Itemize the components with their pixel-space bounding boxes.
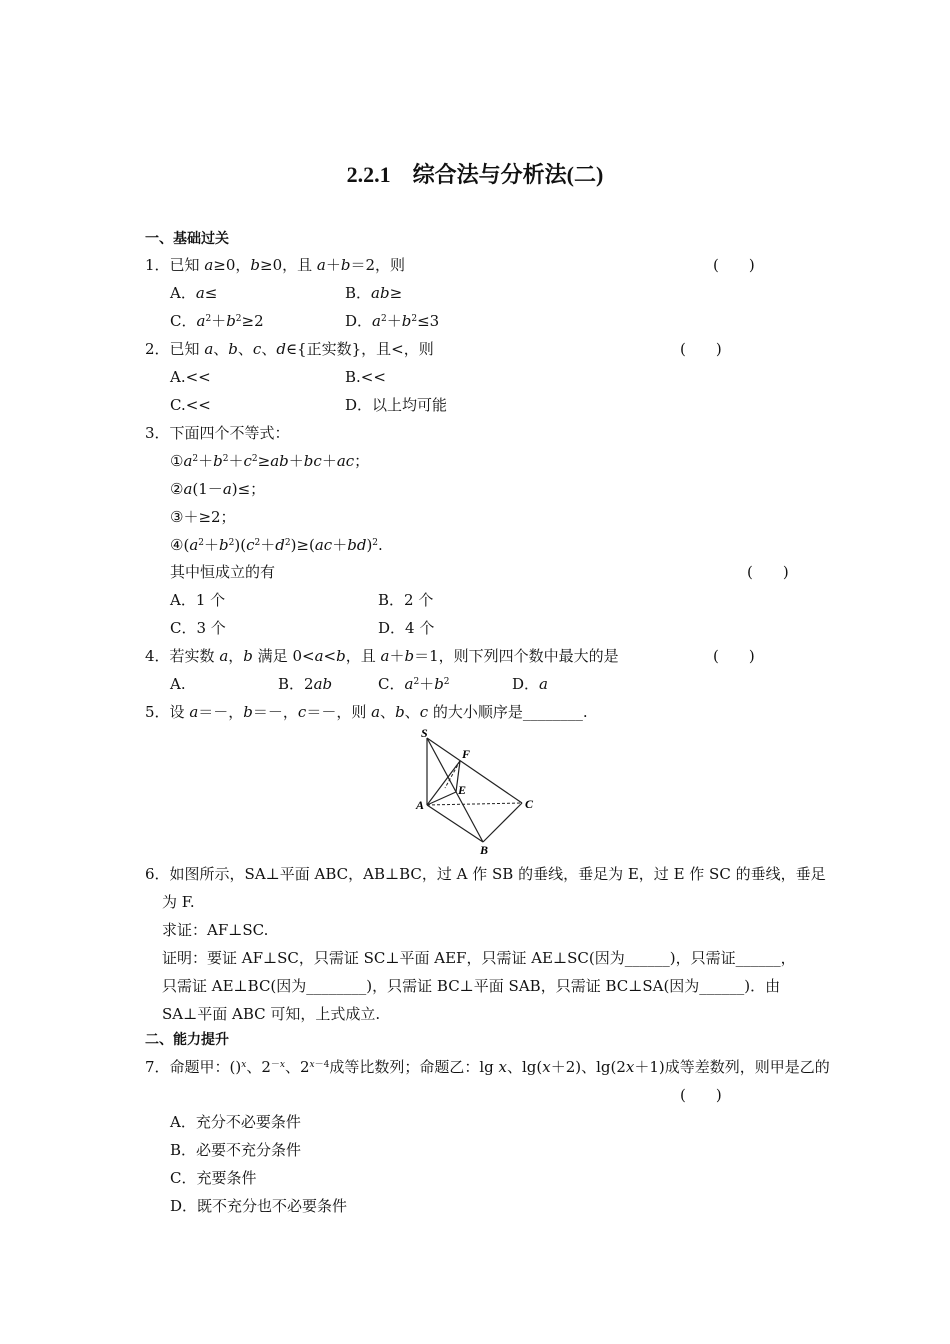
question-1-stem: 1．已知 a≥0，b≥0，且 a＋b＝2，则 bbox=[145, 256, 406, 274]
question-5-stem: 5．设 a＝－，b＝－，c＝－，则 a、b、c 的大小顺序是________. bbox=[145, 703, 588, 721]
edge-AB bbox=[427, 805, 483, 842]
question-3-stem: 3．下面四个不等式： bbox=[145, 424, 290, 442]
question-6-proof-3: SA⊥平面 ABC 可知，上式成立. bbox=[162, 1005, 381, 1023]
question-6-line-2: 为 F. bbox=[162, 893, 195, 911]
q1-option-d: D．$a^2+b^2\le 3$ bbox=[345, 312, 440, 330]
answer-paren-1: ( ) bbox=[713, 256, 755, 274]
edge-BC bbox=[483, 803, 522, 842]
q3-item-3: ③＋≥2； bbox=[170, 508, 236, 526]
question-2-stem: 2．已知 a、b、c、d∈{正实数}，且<，则 bbox=[145, 340, 434, 358]
section-heading-basic: 一、基础过关 bbox=[145, 231, 229, 247]
answer-paren-7: ( ) bbox=[680, 1086, 722, 1104]
section-heading-advanced: 二、能力提升 bbox=[145, 1032, 229, 1048]
q3-option-a: A．1 个 bbox=[170, 591, 226, 609]
answer-paren-2: ( ) bbox=[680, 340, 722, 358]
q3-conclusion: 其中恒成立的有 bbox=[170, 563, 276, 581]
q4-option-a: A. bbox=[170, 675, 186, 693]
page-title: 2.2.1 综合法与分析法(二) bbox=[346, 162, 604, 187]
answer-paren-4: ( ) bbox=[713, 647, 755, 665]
edge-SC bbox=[427, 738, 522, 803]
answer-paren-3: ( ) bbox=[747, 563, 789, 581]
q4-option-b: B．2ab bbox=[278, 675, 333, 693]
q4-option-d: D．a bbox=[512, 675, 548, 693]
q2-option-d: D．以上均可能 bbox=[345, 396, 448, 414]
edge-AC-dashed bbox=[427, 803, 522, 805]
q2-option-c: C.<< bbox=[170, 396, 211, 414]
q7-option-b: B．必要不充分条件 bbox=[170, 1141, 302, 1159]
label-C: C bbox=[525, 797, 534, 811]
question-6-line-1: 6．如图所示，SA⊥平面 ABC，AB⊥BC，过 A 作 SB 的垂线，垂足为 E，过 E 作 SC 的垂线，垂足 bbox=[145, 865, 826, 883]
pyramid-figure bbox=[405, 726, 555, 858]
label-A: A bbox=[416, 798, 425, 812]
q4-option-c: C．$a^2+b^2$ bbox=[378, 675, 450, 693]
label-B: B bbox=[480, 843, 489, 857]
label-E: E bbox=[458, 783, 467, 797]
q7-option-a: A．充分不必要条件 bbox=[170, 1113, 301, 1131]
label-S: S bbox=[421, 726, 428, 740]
edge-SB bbox=[427, 738, 483, 842]
q1-option-b: B．ab≥ bbox=[345, 284, 403, 302]
q2-option-a: A.<< bbox=[170, 368, 211, 386]
q3-option-b: B．2 个 bbox=[378, 591, 434, 609]
q7-option-d: D．既不充分也不必要条件 bbox=[170, 1197, 348, 1215]
question-7-stem: 7．命题甲：()$^x$、$2^{-x}$、$2^{x-4}$成等比数列；命题乙：lg x、lg(x＋2)、lg(2x＋1)成等差数列，则甲是乙的 bbox=[145, 1058, 830, 1076]
q2-option-b: B.<< bbox=[345, 368, 386, 386]
q3-option-d: D．4 个 bbox=[378, 619, 435, 637]
q3-item-4: $④(a^2+b^2)(c^2+d^2)\ge(ac+bd)^2$. bbox=[170, 536, 383, 554]
q3-item-1: $①a^2+b^2+c^2\ge ab+bc+ac$； bbox=[170, 452, 370, 470]
q3-option-c: C．3 个 bbox=[170, 619, 226, 637]
q1-option-a: A．a≤ bbox=[170, 284, 218, 302]
question-6-prove: 求证：AF⊥SC. bbox=[162, 921, 269, 939]
label-F: F bbox=[462, 747, 471, 761]
q7-option-c: C．充要条件 bbox=[170, 1169, 257, 1187]
q3-item-2: ②a(1－a)≤； bbox=[170, 480, 266, 498]
question-6-proof-2: 只需证 AE⊥BC(因为________)，只需证 BC⊥平面 SAB，只需证 BC⊥SA(因为______)．由 bbox=[162, 977, 781, 995]
q1-option-c: C．$a^2+b^2\ge 2$ bbox=[170, 312, 264, 330]
question-6-proof-1: 证明：要证 AF⊥SC，只需证 SC⊥平面 AEF，只需证 AE⊥SC(因为______)，只需证______， bbox=[162, 949, 796, 967]
question-4-stem: 4．若实数 a，b 满足 0<a<b，且 a＋b＝1，则下列四个数中最大的是 bbox=[145, 647, 619, 665]
